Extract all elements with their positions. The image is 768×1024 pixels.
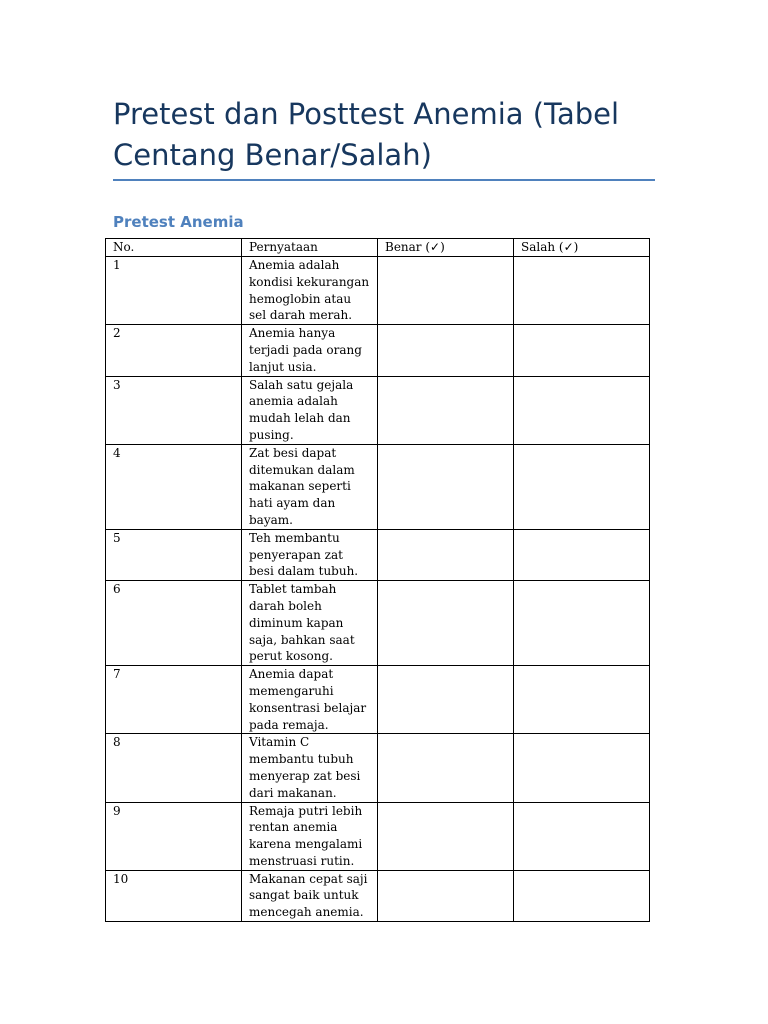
pretest-table — [105, 238, 650, 922]
salah-checkbox-cell[interactable] — [514, 257, 650, 325]
salah-checkbox-cell[interactable] — [514, 444, 650, 529]
benar-checkbox-cell[interactable] — [378, 529, 514, 580]
row-statement: Remaja putri lebih rentan anemia karena mengalami menstruasi rutin. — [242, 802, 378, 870]
salah-checkbox-cell[interactable] — [514, 529, 650, 580]
row-statement: Vitamin C membantu tubuh menyerap zat besi dari makanan. — [242, 734, 378, 802]
table-row — [106, 734, 650, 802]
salah-checkbox-cell[interactable] — [514, 666, 650, 734]
table-row — [106, 870, 650, 921]
table-row — [106, 376, 650, 444]
document-title: Pretest dan Posttest Anemia (Tabel Centang Benar/Salah) — [113, 97, 620, 172]
salah-checkbox-cell[interactable] — [514, 734, 650, 802]
row-statement: Salah satu gejala anemia adalah mudah lelah dan pusing. — [242, 376, 378, 444]
table-row — [106, 325, 650, 376]
table-row — [106, 581, 650, 666]
salah-checkbox-cell[interactable] — [514, 376, 650, 444]
row-statement: Anemia hanya terjadi pada orang lanjut usia. — [242, 325, 378, 376]
benar-checkbox-cell[interactable] — [378, 581, 514, 666]
row-number: 4 — [106, 444, 242, 529]
row-statement: Teh membantu penyerapan zat besi dalam tubuh. — [242, 529, 378, 580]
table-row — [106, 529, 650, 580]
benar-checkbox-cell[interactable] — [378, 444, 514, 529]
row-number: 2 — [106, 325, 242, 376]
row-statement: Zat besi dapat ditemukan dalam makanan seperti hati ayam dan bayam. — [242, 444, 378, 529]
header-statement: Pernyataan — [242, 239, 378, 257]
row-number: 1 — [106, 257, 242, 325]
table-header-row — [106, 239, 650, 257]
table-row — [106, 802, 650, 870]
benar-checkbox-cell[interactable] — [378, 802, 514, 870]
row-number: 9 — [106, 802, 242, 870]
benar-checkbox-cell[interactable] — [378, 666, 514, 734]
salah-checkbox-cell[interactable] — [514, 802, 650, 870]
row-number: 10 — [106, 870, 242, 921]
benar-checkbox-cell[interactable] — [378, 376, 514, 444]
header-benar: Benar (✓) — [378, 239, 514, 257]
row-statement: Makanan cepat saji sangat baik untuk mencegah anemia. — [242, 870, 378, 921]
row-statement: Anemia adalah kondisi kekurangan hemoglobin atau sel darah merah. — [242, 257, 378, 325]
header-no: No. — [106, 239, 242, 257]
row-number: 8 — [106, 734, 242, 802]
salah-checkbox-cell[interactable] — [514, 870, 650, 921]
table-row — [106, 257, 650, 325]
row-number: 7 — [106, 666, 242, 734]
section-heading: Pretest Anemia — [113, 213, 244, 231]
row-number: 6 — [106, 581, 242, 666]
header-salah: Salah (✓) — [514, 239, 650, 257]
table-row — [106, 666, 650, 734]
benar-checkbox-cell[interactable] — [378, 257, 514, 325]
benar-checkbox-cell[interactable] — [378, 870, 514, 921]
table-row — [106, 444, 650, 529]
salah-checkbox-cell[interactable] — [514, 325, 650, 376]
title-underline — [113, 179, 655, 181]
row-statement: Anemia dapat memengaruhi konsentrasi belajar pada remaja. — [242, 666, 378, 734]
row-statement: Tablet tambah darah boleh diminum kapan saja, bahkan saat perut kosong. — [242, 581, 378, 666]
row-number: 5 — [106, 529, 242, 580]
row-number: 3 — [106, 376, 242, 444]
salah-checkbox-cell[interactable] — [514, 581, 650, 666]
benar-checkbox-cell[interactable] — [378, 734, 514, 802]
benar-checkbox-cell[interactable] — [378, 325, 514, 376]
